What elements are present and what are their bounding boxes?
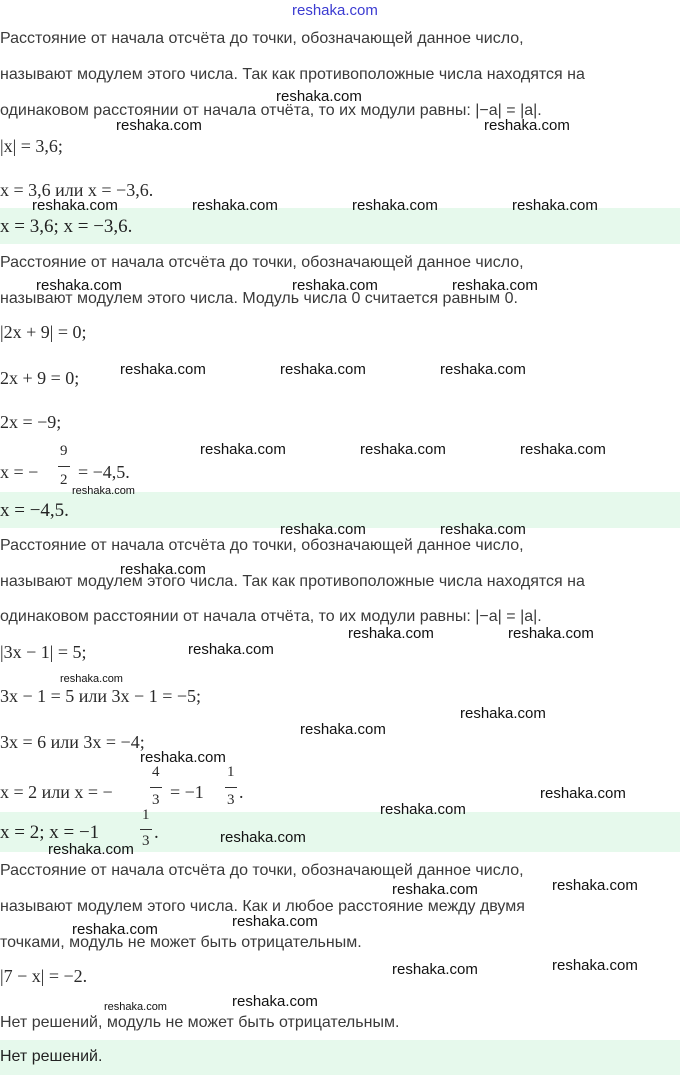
- block4-answer: Нет решений.: [0, 1048, 103, 1065]
- watermark: reshaka.com: [300, 721, 386, 738]
- block3-fraction-a-line: [150, 787, 162, 788]
- block3-answer-pre: x = 2; x = −1: [0, 822, 100, 843]
- watermark: reshaka.com: [380, 801, 466, 818]
- block1-answer: x = 3,6; x = −3,6.: [0, 216, 133, 237]
- watermark: reshaka.com: [48, 841, 134, 858]
- block1-step2: x = 3,6 или x = −3,6.: [0, 180, 154, 200]
- watermark: reshaka.com: [72, 921, 158, 938]
- block1-intro: Расстояние от начала отсчёта до точки, обозначающей данное число,: [0, 30, 524, 47]
- block2-step1: |2x + 9| = 0;: [0, 322, 87, 342]
- block3-step1: |3x − 1| = 5;: [0, 642, 87, 662]
- block3-fraction-a-num: 4: [152, 764, 160, 780]
- block3-intro3: одинаковом расстоянии от начала отчёта, то их модули равны: |−a| = |a|.: [0, 608, 542, 625]
- watermark: reshaka.com: [520, 441, 606, 458]
- watermark: reshaka.com: [60, 673, 123, 685]
- block4-step1: |7 − x| = −2.: [0, 966, 88, 986]
- watermark: reshaka.com: [200, 441, 286, 458]
- block4-step2: Нет решений, модуль не может быть отрицательным.: [0, 1014, 400, 1031]
- watermark: reshaka.com: [512, 197, 598, 214]
- watermark: reshaka.com: [120, 561, 206, 578]
- block3-step3: 3x = 6 или 3x = −4;: [0, 732, 145, 752]
- watermark: reshaka.com: [540, 785, 626, 802]
- watermark: reshaka.com: [440, 521, 526, 538]
- watermark: reshaka.com: [440, 361, 526, 378]
- block3-fraction-b-line: [225, 787, 237, 788]
- block1-intro3: одинаковом расстоянии от начала отчёта, то их модули равны: |−a| = |a|.: [0, 102, 542, 119]
- block1-step1: |x| = 3,6;: [0, 136, 63, 156]
- block3-step4-mid: = −1: [170, 782, 204, 802]
- watermark: reshaka.com: [552, 877, 638, 894]
- watermark: reshaka.com: [392, 961, 478, 978]
- watermark: reshaka.com: [32, 197, 118, 214]
- block3-fraction-b-den: 3: [227, 792, 235, 808]
- watermark: reshaka.com: [552, 957, 638, 974]
- block2-fraction-den: 2: [60, 472, 68, 488]
- watermark: reshaka.com: [280, 361, 366, 378]
- block4-intro: Расстояние от начала отсчёта до точки, обозначающей данное число,: [0, 862, 524, 879]
- watermark: reshaka.com: [232, 993, 318, 1010]
- watermark: reshaka.com: [508, 625, 594, 642]
- block2-intro: Расстояние от начала отсчёта до точки, обозначающей данное число,: [0, 254, 524, 271]
- block2-step2: 2x + 9 = 0;: [0, 368, 80, 388]
- watermark: reshaka.com: [188, 641, 274, 658]
- block3-intro: Расстояние от начала отсчёта до точки, обозначающей данное число,: [0, 537, 524, 554]
- block3-step4-end: .: [239, 782, 244, 802]
- block3-intro2: называют модулем этого числа. Так как противоположные числа находятся на: [0, 573, 585, 590]
- watermark: reshaka.com: [72, 485, 135, 497]
- block2-answer: x = −4,5.: [0, 500, 69, 521]
- block3-answer-frac-line: [140, 829, 152, 830]
- block2-step4-prefix: x = −: [0, 462, 39, 482]
- site-title[interactable]: reshaka.com: [292, 2, 378, 19]
- block3-fraction-a-den: 3: [152, 792, 160, 808]
- watermark: reshaka.com: [484, 117, 570, 134]
- watermark: reshaka.com: [352, 197, 438, 214]
- watermark: reshaka.com: [36, 277, 122, 294]
- watermark: reshaka.com: [220, 829, 306, 846]
- block4-intro2: называют модулем этого числа. Как и любое расстояние между двумя: [0, 898, 525, 915]
- block2-step4-suffix: = −4,5.: [78, 462, 130, 482]
- watermark: reshaka.com: [452, 277, 538, 294]
- block3-answer-frac-num: 1: [142, 807, 150, 823]
- watermark: reshaka.com: [116, 117, 202, 134]
- block4-intro3: точками, модуль не может быть отрицательным.: [0, 934, 362, 951]
- block3-answer-frac-den: 3: [142, 833, 150, 849]
- watermark: reshaka.com: [276, 88, 362, 105]
- watermark: reshaka.com: [292, 277, 378, 294]
- block3-step4-prefix: x = 2 или x = −: [0, 782, 113, 802]
- watermark: reshaka.com: [140, 749, 226, 766]
- block2-fraction-num: 9: [60, 443, 68, 459]
- block3-fraction-b-num: 1: [227, 764, 235, 780]
- watermark: reshaka.com: [104, 1001, 167, 1013]
- watermark: reshaka.com: [460, 705, 546, 722]
- watermark: reshaka.com: [232, 913, 318, 930]
- watermark: reshaka.com: [360, 441, 446, 458]
- watermark: reshaka.com: [392, 881, 478, 898]
- block2-intro2: называют модулем этого числа. Модуль числа 0 считается равным 0.: [0, 290, 518, 307]
- block3-answer-post: .: [154, 822, 159, 843]
- watermark: reshaka.com: [192, 197, 278, 214]
- block2-step3: 2x = −9;: [0, 412, 62, 432]
- block1-intro2: называют модулем этого числа. Так как противоположные числа находятся на: [0, 66, 585, 83]
- watermark: reshaka.com: [348, 625, 434, 642]
- block3-step2: 3x − 1 = 5 или 3x − 1 = −5;: [0, 686, 202, 706]
- watermark: reshaka.com: [280, 521, 366, 538]
- watermark: reshaka.com: [120, 361, 206, 378]
- block2-fraction-line: [58, 466, 70, 467]
